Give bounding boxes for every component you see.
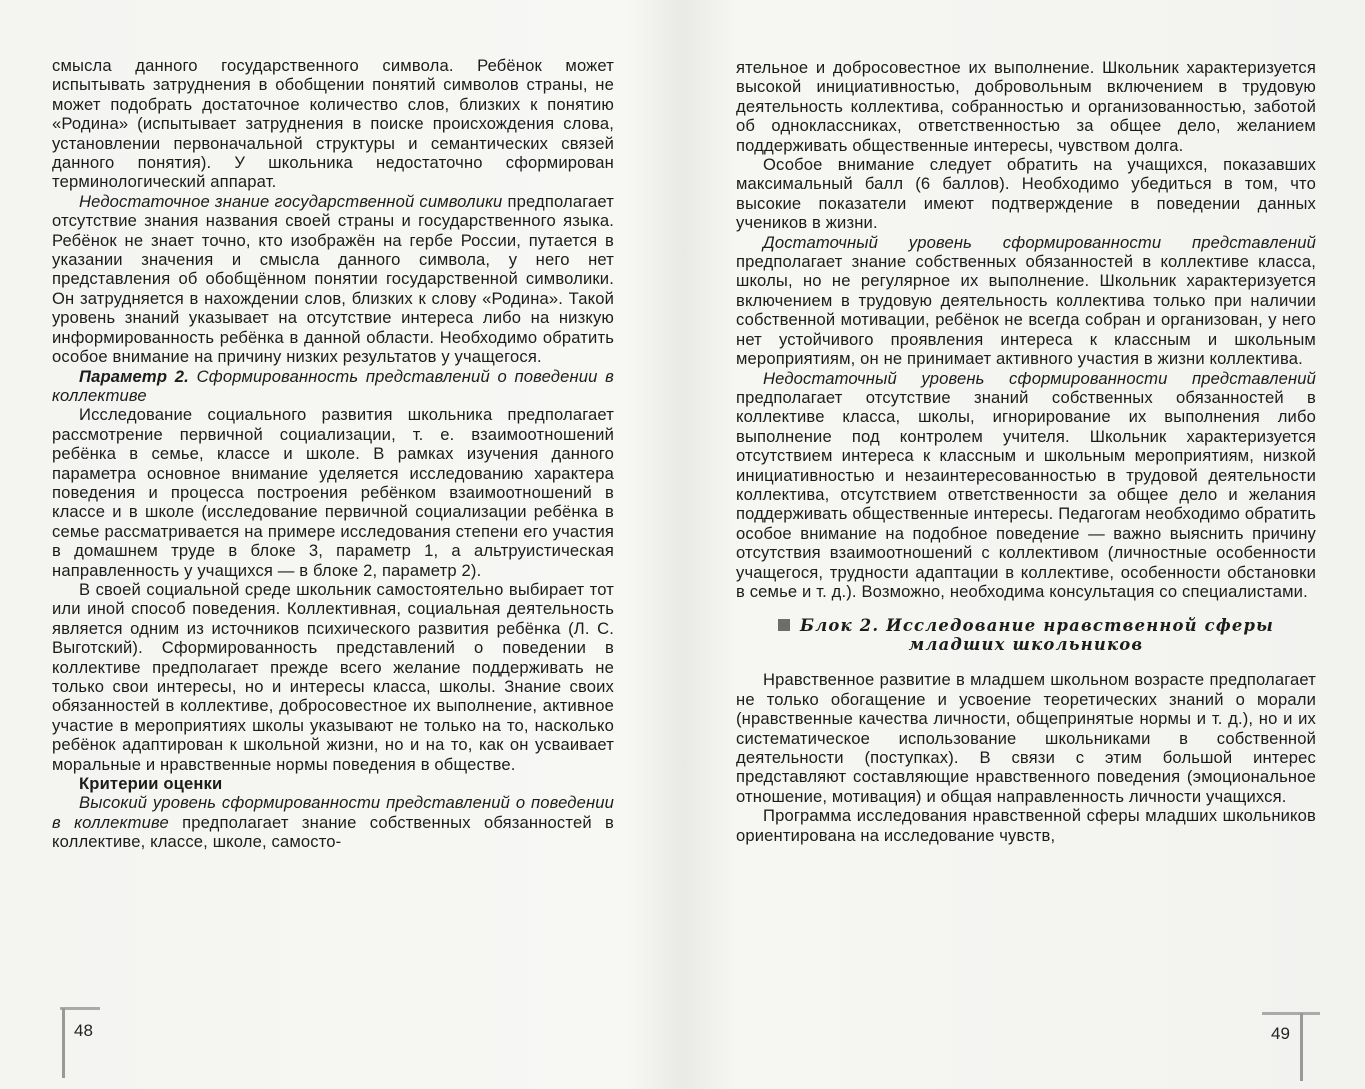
page-number-right: 49 xyxy=(1271,1024,1290,1043)
paragraph-special-attention: Особое внимание следует обратить на учащихся, показавших максимальный балл (6 баллов). Необходимо убедиться в том, что высокие показатели имеют подтверждение в поведении данных учеников в жизни. xyxy=(736,155,1316,233)
criteria-heading: Критерии оценки xyxy=(79,774,223,794)
paragraph-research: Исследование социального развития школьника предполагает рассмотрение первичной социализации, т. е. взаимоотношений ребёнка в семье, классе и школе. В рамках изучения данного параметра основное внимание уделяется исследованию характера поведения и процесса построения ребёнком взаимоотношений в классе и в школе (исследование первичной социализации ребёнка в семье рассматривается на примере исследования степени его участия в домашнем труде в блоке 3, параметр 1, а альтруистическая направленность у учащихся — в блоке 2, параметр 2). xyxy=(52,405,614,580)
parameter-2-heading xyxy=(52,367,614,406)
paragraph-insufficient-knowledge xyxy=(52,192,614,367)
paragraph-program: Программа исследования нравственной сферы младших школьников ориентирована на исследование чувств, xyxy=(736,806,1316,845)
block-2-title: Блок 2. Исследование нравственной сферы xyxy=(799,616,1275,636)
page-number-bar-right xyxy=(1300,1013,1303,1081)
paragraph-continuation: ятельное и добросовестное их выполнение. Школьник характеризуется высокой инициативностью, добровольным включением в трудовую деятельность коллектива, собранностью и организованностью, заботой об одноклассниках, ответственностью за общее дело, желанием поддерживать общественные интересы, чувством долга. xyxy=(736,58,1316,155)
paragraph-moral-development: Нравственное развитие в младшем школьном возрасте предполагает не только обогащение и усвоение теоретических знаний о морали (нравственные качества личности, общепринятые нормы и т. д.), но и их систематическое использование школьниками в собственной деятельности (поступках). В связи с этим большой интерес представляют составляющие нравственного поведения (эмоциональное отношение, мотивация) и общая направленность личности учащихся. xyxy=(736,670,1316,806)
page-number-rule-right xyxy=(1262,1012,1320,1015)
paragraph-high-level xyxy=(52,793,614,851)
sufficient-level-term: Достаточный уровень сформированности представлений xyxy=(763,232,1316,252)
paragraph-insufficient-level xyxy=(736,369,1316,602)
parameter-2-title: Сформированность представлений о поведении в коллективе xyxy=(52,366,614,405)
page-number-left: 48 xyxy=(74,1021,93,1040)
block-marker-icon xyxy=(778,619,790,631)
sufficient-level-text: предполагает знание собственных обязанностей в коллективе класса, школы, но не регулярное их выполнение. Школьник характеризуется включением в трудовую деятельность коллектива только при наличии собственной мотивации, ребёнок не всегда собран и организован, у него нет устойчивого проявления интереса к классным и школьным мероприятиям, он не принимает активного участия в жизни коллектива. xyxy=(736,252,1316,369)
page-number-rule xyxy=(60,1007,100,1010)
block-2-heading xyxy=(736,616,1316,654)
paragraph-social-environment: В своей социальной среде школьник самостоятельно выбирает тот или иной способ поведения. Коллективная, социальная деятельность является одним из источников психического развития ребёнка (Л. С. Выготский). Сформированность представлений о поведении в коллективе предполагает прежде всего желание поддерживать не только свои интересы, но и интересы класса, школы. Знание своих обязанностей в коллективе, добросовестное их выполнение, активное участие в мероприятиях школы указывают не только на то, насколько ребёнок адаптирован к школьной жизни, но и на то, как он усваивает моральные и нравственные нормы поведения в обществе. xyxy=(52,579,614,774)
high-level-text: предполагает знание собственных обязанностей в коллективе, классе, школе, самосто- xyxy=(52,812,614,852)
insufficient-knowledge-text: предполагает отсутствие знания названия своей страны и государственного языка. Ребёнок не знает точно, кто изображён на гербе России, путается в указании значения и смысла данного символа, у него нет представления об обобщённом понятии государственной символики. Он затрудняется в нахождении слов, близких к слову «Родина». Такой уровень знаний указывает на отсутствие интереса либо на низкую информированность ребёнка в данной области. Необходимо обратить особое внимание на причину низких результатов у учащегося. xyxy=(52,191,615,367)
page-number-bar xyxy=(62,1008,65,1078)
insufficient-level-text: предполагает отсутствие знаний собственных обязанностей в коллективе класса, школы, игнорирование их выполнения либо выполнение под контролем учителя. Школьник характеризуется отсутствием интереса к классным и школьным мероприятиям, низкой инициативностью и незаинтересованностью в трудовой деятельности коллектива, отсутствием ответственности за общее дело и желания поддерживать общественные интересы. Педагогам необходимо обратить особое внимание на подобное поведение — важно выяснить причину отсутствия взаимоотношений с коллективом (личностные особенности учащегося, трудности адаптации в коллективе, особенности обстановки в семье и т. д.). Возможно, необходима консультация со специалистами. xyxy=(736,387,1316,601)
insufficient-knowledge-term: Недостаточное знание государственной символики xyxy=(79,191,503,211)
block-2-heading-line-1 xyxy=(736,616,1316,635)
paragraph-intro: смысла данного государственного символа. Ребёнок может испытывать затруднения в обобщении понятий символов страны, не может подобрать достаточное количество слов, близких к понятию «Родина» (испытывает затруднения в поиске происхождения слова, установлении первоначальной структуры и семантических связей данного понятия). У школьника недостаточно сформирован терминологический аппарат. xyxy=(52,56,614,192)
right-page xyxy=(736,58,1316,845)
parameter-2-label: Параметр 2. xyxy=(79,366,189,386)
paragraph-sufficient-level xyxy=(736,233,1316,369)
insufficient-level-term: Недостаточный уровень сформированности представлений xyxy=(763,368,1316,388)
high-level-term: Высокий уровень сформированности представлений о поведении в коллективе xyxy=(52,793,614,832)
left-page xyxy=(52,56,614,852)
block-2-heading-line-2: младших школьников xyxy=(908,635,1144,655)
